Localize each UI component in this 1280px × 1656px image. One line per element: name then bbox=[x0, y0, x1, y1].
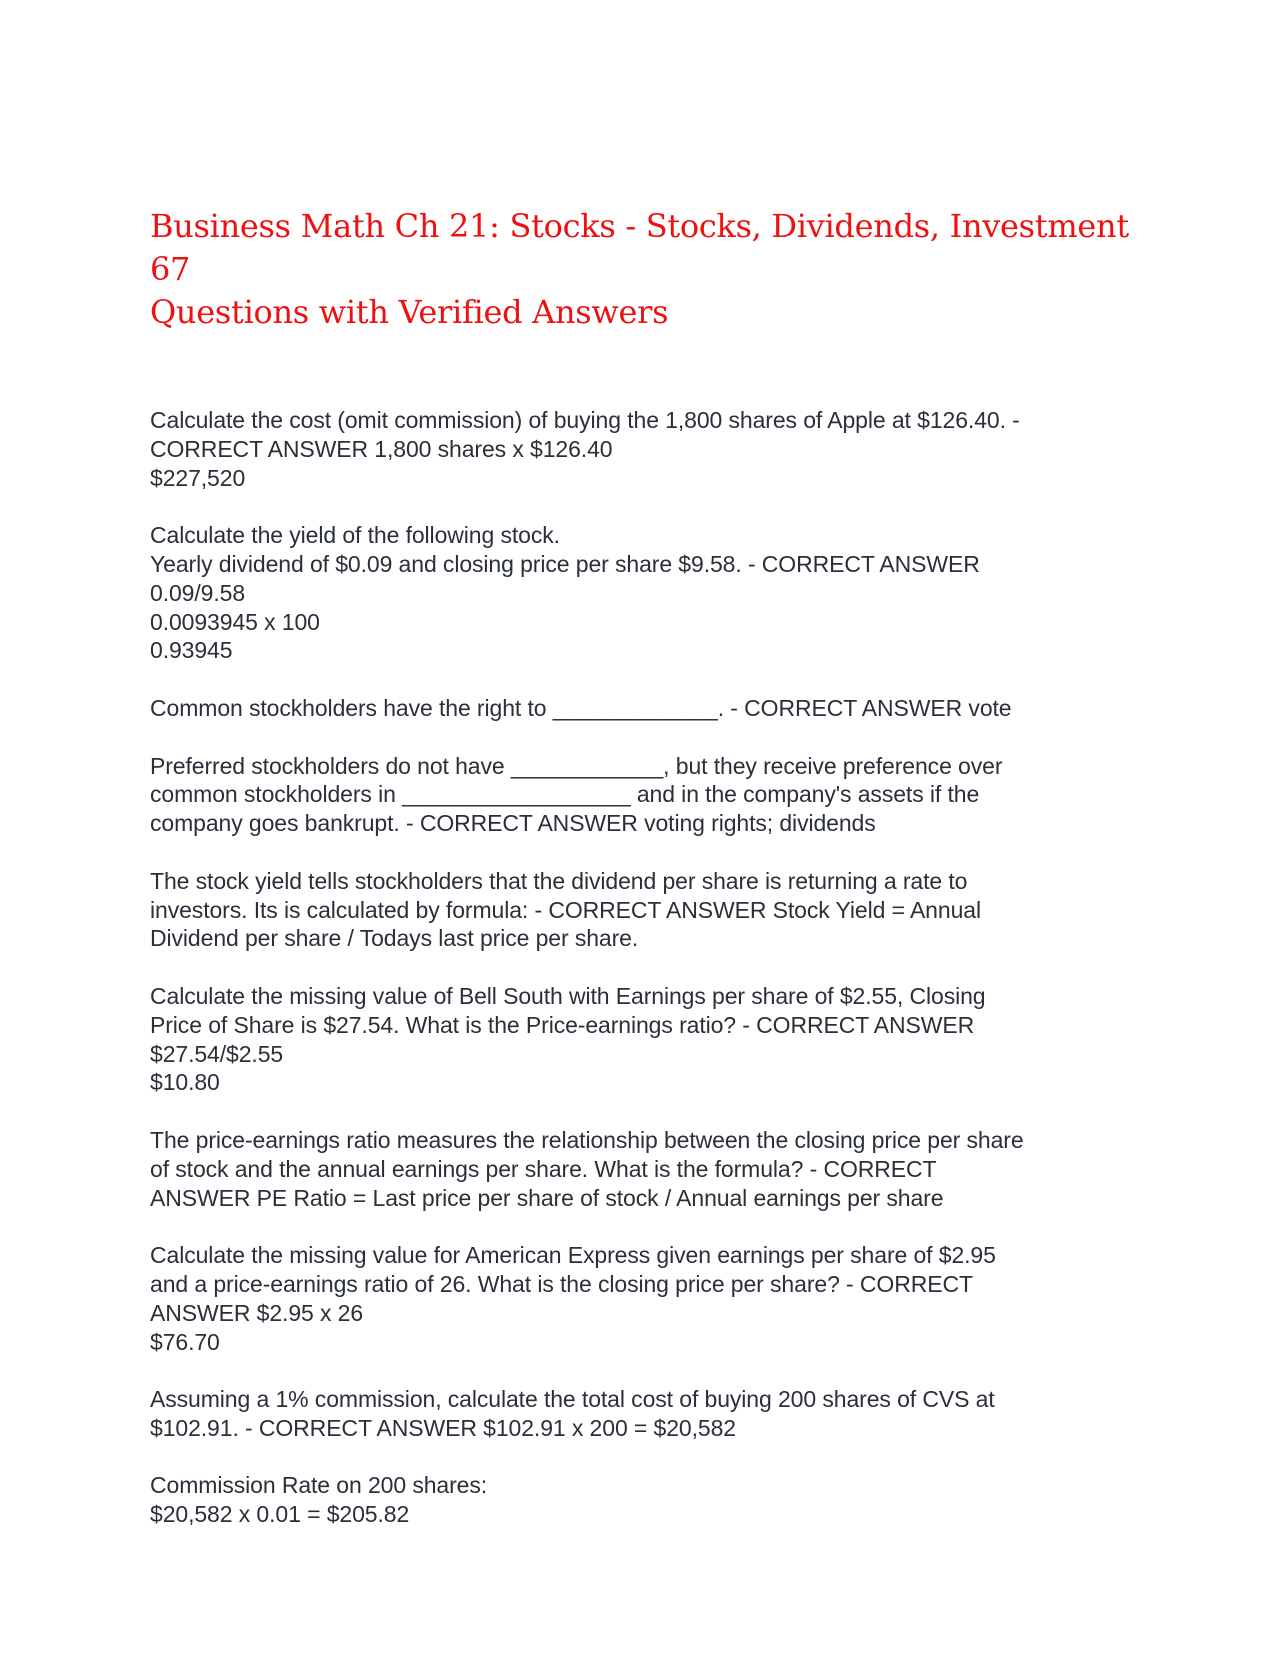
qa-line: 0.0093945 x 100 bbox=[150, 608, 320, 635]
qa-line: $227,520 bbox=[150, 464, 246, 491]
qa-line: 0.09/9.58 bbox=[150, 579, 246, 606]
qa-list bbox=[150, 406, 1130, 1529]
qa-item bbox=[150, 406, 1130, 492]
document-title bbox=[150, 205, 1130, 334]
qa-item bbox=[150, 867, 1130, 953]
qa-line: $10.80 bbox=[150, 1069, 220, 1096]
qa-line: CORRECT ANSWER 1,800 shares x $126.40 bbox=[150, 435, 613, 462]
qa-line: Preferred stockholders do not have ____________, but they receive preference over bbox=[150, 752, 1003, 779]
title-line-2: Questions with Verified Answers bbox=[150, 293, 669, 331]
qa-line: company goes bankrupt. - CORRECT ANSWER voting rights; dividends bbox=[150, 810, 876, 837]
qa-item bbox=[150, 1385, 1130, 1443]
qa-line: Dividend per share / Todays last price per share. bbox=[150, 925, 639, 952]
qa-line: Calculate the missing value of Bell South with Earnings per share of $2.55, Closing bbox=[150, 982, 986, 1009]
qa-line: The stock yield tells stockholders that the dividend per share is returning a rate to bbox=[150, 867, 968, 894]
qa-item bbox=[150, 752, 1130, 838]
qa-line: common stockholders in __________________ and in the company's assets if the bbox=[150, 781, 980, 808]
qa-line: $20,582 x 0.01 = $205.82 bbox=[150, 1501, 410, 1528]
qa-line: ANSWER PE Ratio = Last price per share of stock / Annual earnings per share bbox=[150, 1184, 944, 1211]
qa-line: The price-earnings ratio measures the relationship between the closing price per share bbox=[150, 1126, 1024, 1153]
qa-line: $27.54/$2.55 bbox=[150, 1040, 284, 1067]
qa-line: Commission Rate on 200 shares: bbox=[150, 1472, 488, 1499]
qa-line: Calculate the yield of the following stock. bbox=[150, 522, 560, 549]
qa-item bbox=[150, 1471, 1130, 1529]
qa-line: $76.70 bbox=[150, 1328, 220, 1355]
qa-line: of stock and the annual earnings per share. What is the formula? - CORRECT bbox=[150, 1155, 937, 1182]
qa-line: Yearly dividend of $0.09 and closing price per share $9.58. - CORRECT ANSWER bbox=[150, 550, 980, 577]
title-line-1: Business Math Ch 21: Stocks - Stocks, Dividends, Investment 67 bbox=[150, 207, 1129, 288]
qa-line: and a price-earnings ratio of 26. What is the closing price per share? - CORRECT bbox=[150, 1270, 973, 1297]
qa-line: Price of Share is $27.54. What is the Price-earnings ratio? - CORRECT ANSWER bbox=[150, 1011, 975, 1038]
qa-item bbox=[150, 521, 1130, 665]
qa-item bbox=[150, 1241, 1130, 1356]
qa-line: Calculate the missing value for American Express given earnings per share of $2.95 bbox=[150, 1242, 996, 1269]
qa-line: $102.91. - CORRECT ANSWER $102.91 x 200 = $20,582 bbox=[150, 1414, 736, 1441]
qa-line: Calculate the cost (omit commission) of buying the 1,800 shares of Apple at $126.40. - bbox=[150, 407, 1020, 433]
qa-line: Common stockholders have the right to _____________. - CORRECT ANSWER vote bbox=[150, 694, 1012, 721]
qa-line: investors. Its is calculated by formula: - CORRECT ANSWER Stock Yield = Annual bbox=[150, 896, 981, 923]
qa-line: 0.93945 bbox=[150, 637, 233, 664]
qa-item bbox=[150, 694, 1130, 723]
qa-line: ANSWER $2.95 x 26 bbox=[150, 1299, 364, 1326]
document-page bbox=[150, 205, 1130, 1558]
qa-item bbox=[150, 1126, 1130, 1212]
qa-item bbox=[150, 982, 1130, 1097]
qa-line: Assuming a 1% commission, calculate the total cost of buying 200 shares of CVS at bbox=[150, 1386, 995, 1413]
